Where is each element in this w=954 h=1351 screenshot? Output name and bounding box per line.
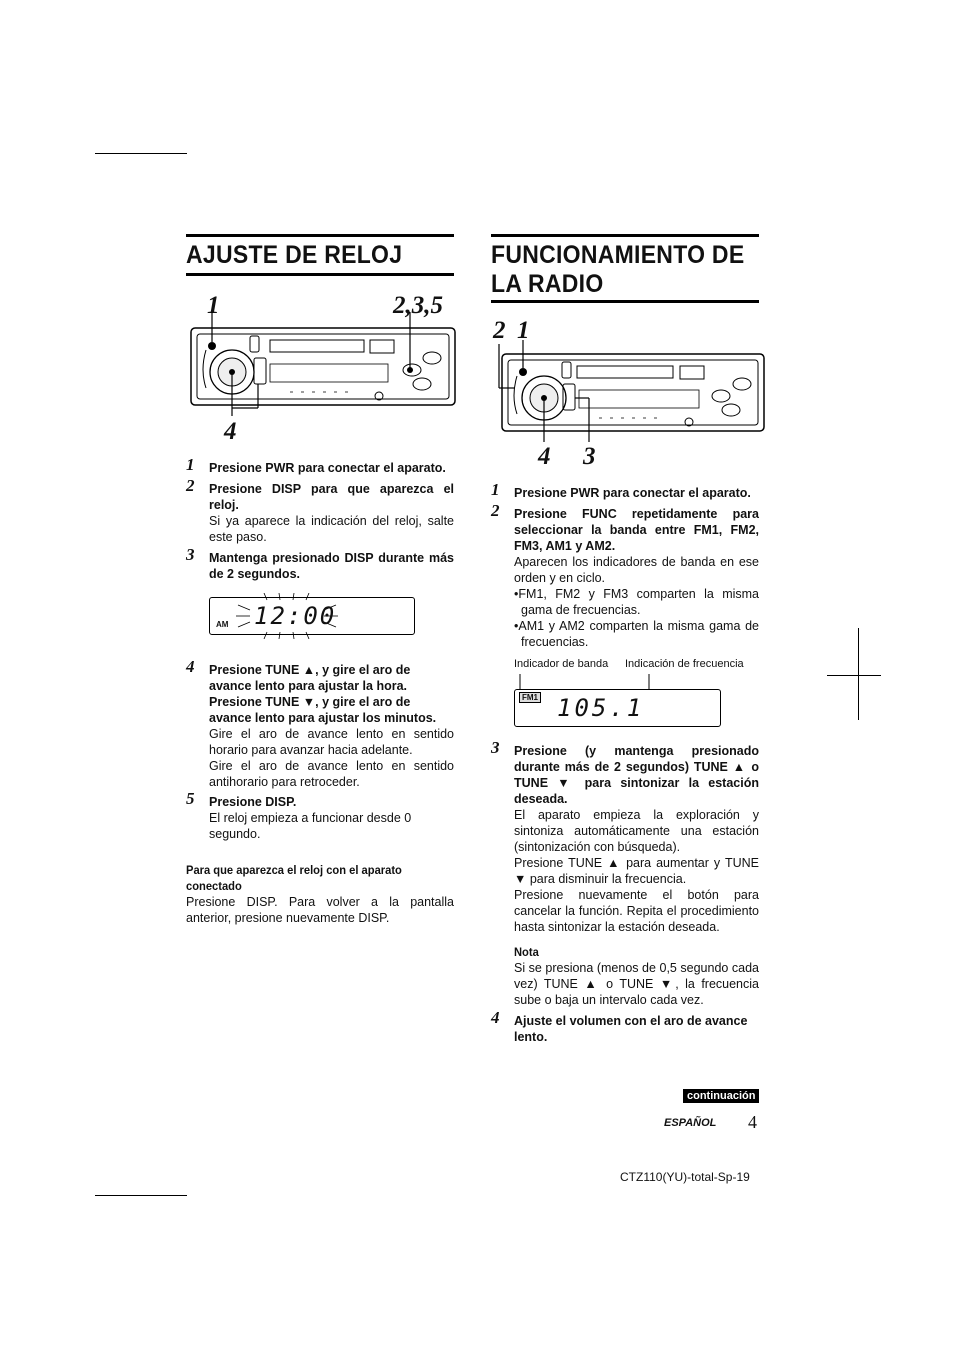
- right-callout-2: 2: [493, 317, 506, 344]
- right-callout-3: 3: [583, 443, 596, 470]
- right-step-3: [491, 738, 759, 1008]
- note-title: Nota: [514, 945, 539, 959]
- label-frequency-indicator: Indicación de frecuencia: [625, 658, 744, 670]
- left-title-rule-top: [186, 234, 454, 237]
- band-indicator-badge: FM1: [519, 692, 541, 703]
- bullet-item: •FM1, FM2 y FM3 comparten la misma gama de frecuencias.: [514, 587, 759, 617]
- step-body: El aparato empieza la exploración y sintoniza automáticamente una estación (sintonización con búsqueda).: [514, 808, 759, 854]
- step-heading: Mantenga presionado DISP durante más de 2 segundos.: [209, 551, 454, 581]
- left-step-1: [186, 455, 454, 476]
- continued-badge: continuación: [683, 1089, 759, 1103]
- right-callout-4: 4: [538, 443, 551, 470]
- label-band-indicator: Indicador de banda: [514, 658, 609, 670]
- left-subtext: Presione DISP. Para volver a la pantalla anterior, presione nuevamente DISP.: [186, 895, 454, 925]
- left-callout-235: 2,3,5: [393, 292, 443, 319]
- clock-display: [209, 597, 415, 635]
- step-number: 1: [186, 455, 195, 474]
- right-steps-continued: [491, 738, 759, 1045]
- step-body: Aparecen los indicadores de banda en ese orden y en ciclo.: [514, 555, 759, 585]
- step-heading: Presione PWR para conectar el aparato.: [209, 461, 446, 475]
- step-heading: Presione FUNC repetidamente para seleccionar la banda entre FM1, FM2, FM3, AM1 y AM2.: [514, 507, 759, 553]
- step-heading: Presione DISP para que aparezca el reloj.: [209, 482, 454, 512]
- left-subheading: Para que aparezca el reloj con el aparato conectado: [186, 863, 402, 893]
- left-section-title: AJUSTE DE RELOJ: [186, 241, 403, 269]
- frequency-display: [514, 689, 721, 727]
- step-number: 1: [491, 480, 500, 499]
- step-body-2: Presione TUNE ▲ para aumentar y TUNE ▼ para disminuir la frecuencia.: [514, 856, 759, 886]
- right-step-1: [491, 480, 759, 501]
- bullet-item: •AM1 y AM2 comparten la misma gama de frecuencias.: [514, 619, 759, 649]
- bullet-text: FM1, FM2 y FM3 comparten la misma gama de frecuencias.: [518, 587, 759, 617]
- left-steps-continued: [186, 657, 454, 926]
- step-number: 3: [491, 738, 500, 757]
- car-stereo-illustration-left: [190, 310, 456, 426]
- right-callout-1: 1: [517, 317, 530, 344]
- step-heading: Presione PWR para conectar el aparato.: [514, 486, 751, 500]
- right-steps: [491, 480, 759, 650]
- car-stereo-illustration-right: [497, 338, 767, 450]
- step-number: 4: [186, 657, 195, 676]
- clock-band-indicator: AM: [216, 620, 229, 629]
- step-heading: Ajuste el volumen con el aro de avance lento.: [514, 1014, 748, 1044]
- left-title-rule-bottom: [186, 273, 454, 276]
- language-label: ESPAÑOL: [664, 1117, 717, 1129]
- left-step-2: [186, 476, 454, 545]
- step-heading: Presione TUNE ▲, y gire el aro de avance lento para ajustar la hora.: [209, 663, 411, 693]
- right-step-4: [491, 1008, 759, 1045]
- frequency-readout: 105.1: [557, 694, 645, 722]
- crop-mark-right-vertical: [858, 628, 859, 720]
- left-step-5: [186, 789, 454, 842]
- step-number: 3: [186, 545, 195, 564]
- right-title-rule-bottom: [491, 300, 759, 303]
- left-steps: [186, 455, 454, 582]
- step-heading: Presione (y mantenga presionado durante más de 2 segundos) TUNE ▲ o TUNE ▼ para sintonizar la estación deseada.: [514, 744, 759, 806]
- crop-mark-bottom: [95, 1195, 187, 1196]
- page-number: 4: [748, 1112, 757, 1132]
- note-text: Si se presiona (menos de 0,5 segundo cada vez) TUNE ▲ o TUNE ▼, la frecuencia sube o baja un intervalo cada vez.: [514, 961, 759, 1007]
- step-heading: Presione DISP.: [209, 795, 297, 809]
- clock-time: 12:00: [254, 602, 337, 630]
- step-body: El reloj empieza a funcionar desde 0 segundo.: [209, 811, 412, 841]
- step-body: Gire el aro de avance lento en sentido horario para avanzar hacia adelante.: [209, 727, 454, 757]
- step-number: 5: [186, 789, 195, 808]
- right-step-2: [491, 501, 759, 650]
- step-number: 2: [491, 501, 500, 520]
- left-step-4: [186, 657, 454, 790]
- right-title-rule-top: [491, 234, 759, 237]
- crop-mark-top: [95, 153, 187, 154]
- step-body-2: Gire el aro de avance lento en sentido antihorario para retroceder.: [209, 759, 454, 789]
- step-body-3: Presione nuevamente el botón para cancelar la función. Repita el procedimiento hasta sintonizar la estación deseada.: [514, 888, 759, 934]
- left-step-3: [186, 545, 454, 582]
- step-number: 2: [186, 476, 195, 495]
- step-heading-2: Presione TUNE ▼, y gire el aro de avance lento para ajustar los minutos.: [209, 695, 437, 725]
- left-callout-4: 4: [224, 418, 237, 445]
- left-callout-1: 1: [207, 292, 220, 319]
- bullet-text: AM1 y AM2 comparten la misma gama de frecuencias.: [518, 619, 759, 649]
- step-body: Si ya aparece la indicación del reloj, salte este paso.: [209, 514, 454, 544]
- crop-mark-right: [827, 675, 881, 676]
- right-section-title: FUNCIONAMIENTO DE LA RADIO: [491, 241, 745, 298]
- document-code: CTZ110(YU)-total-Sp-19: [620, 1170, 750, 1184]
- step-number: 4: [491, 1008, 500, 1027]
